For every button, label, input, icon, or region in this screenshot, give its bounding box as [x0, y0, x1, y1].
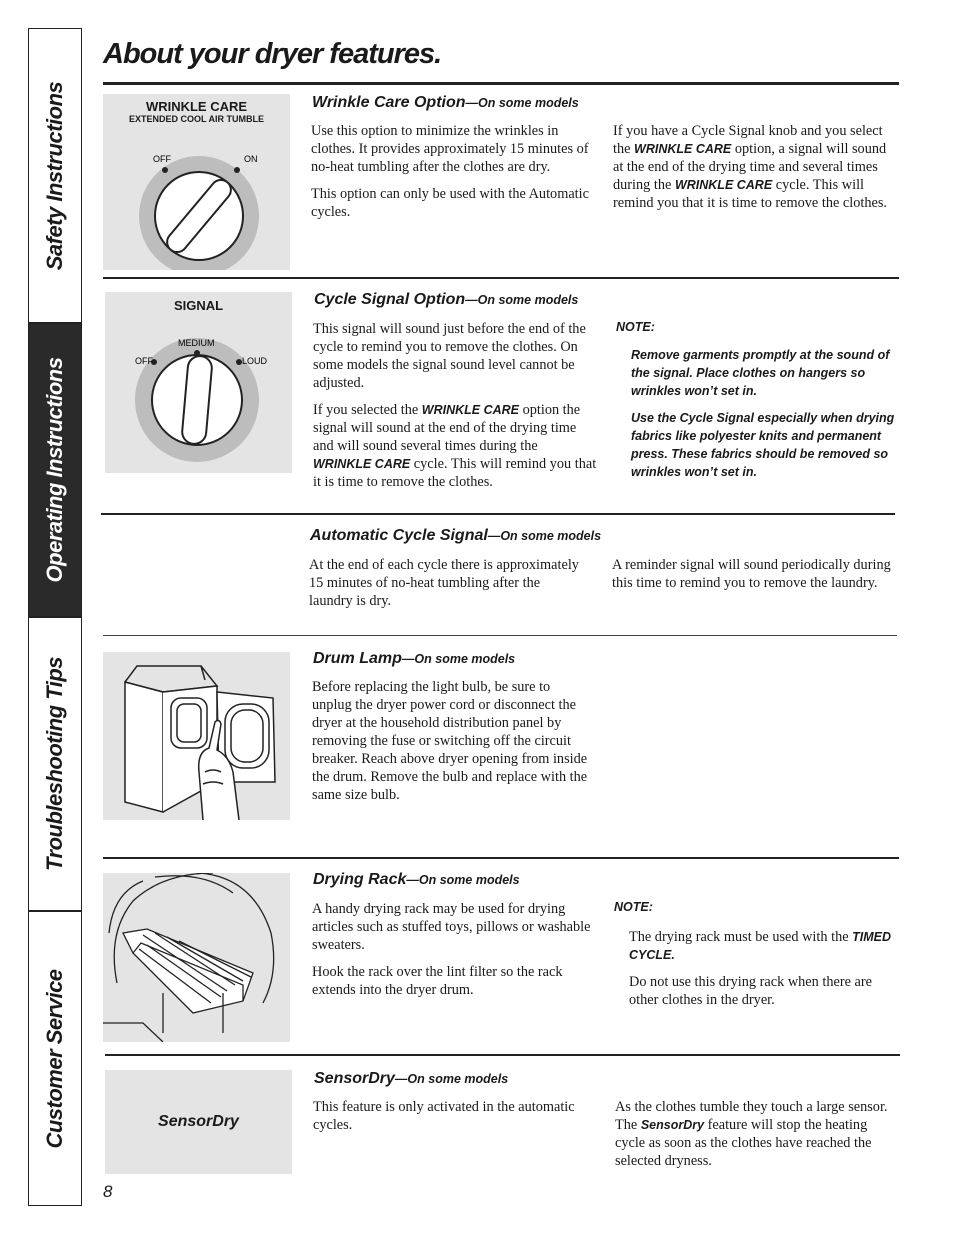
- sensordry-col2: As the clothes tumble they touch a large sensor. The SensorDry feature will stop the heating cycle as soon as the clothes have reached the selected dryness.: [615, 1099, 888, 1169]
- sensordry-col1: This feature is only activated in the automatic cycles.: [313, 1099, 575, 1133]
- wrinkle-knob-on-label: ON: [244, 154, 258, 164]
- tab-label: Operating Instructions: [42, 357, 67, 583]
- drum-lamp-heading: Drum Lamp—On some models: [313, 650, 516, 667]
- drying-rack-illustration: [103, 873, 290, 1042]
- automatic-cycle-signal-col1: At the end of each cycle there is approximately 15 minutes of no-heat tumbling after the laundry is dry.: [309, 557, 579, 609]
- drying-rack-note-label: NOTE:: [614, 900, 653, 914]
- signal-panel-label: SIGNAL: [173, 298, 224, 313]
- automatic-cycle-signal-heading: Automatic Cycle Signal—On some models: [310, 527, 602, 544]
- wrinkle-knob-off-label: OFF: [153, 154, 171, 164]
- wrinkle-care-col1: Use this option to minimize the wrinkles in clothes. It provides approximately 15 minutes of no-heat tumbling after the clothes are dry. This option can only be used with the Automatic cycles.: [311, 123, 589, 220]
- page-title: About your dryer features.: [103, 38, 442, 70]
- title-rule: [103, 82, 899, 85]
- drying-rack-heading: Drying Rack—On some models: [313, 871, 520, 888]
- tab-label: Safety Instructions: [42, 81, 67, 270]
- signal-knob-icon: [105, 292, 292, 473]
- cycle-signal-heading: Cycle Signal Option—On some models: [314, 291, 579, 308]
- wrinkle-care-panel-sublabel: EXTENDED COOL AIR TUMBLE: [128, 114, 264, 124]
- drum-lamp-text: Before replacing the light bulb, be sure to unplug the dryer power cord or disconnect the dryer at the household distribution panel by removing the fuse or switching off the circuit breaker. Reach above dryer opening from inside the drum. Remove the bulb and replace with the same size bulb.: [312, 679, 588, 803]
- sensordry-panel-label: SensorDry: [158, 1113, 239, 1130]
- tab-safety-instructions[interactable]: [28, 28, 82, 323]
- section-divider: [103, 857, 899, 859]
- section-divider: [103, 635, 897, 636]
- cycle-signal-col1: This signal will sound just before the end of the cycle to remind you to remove the clothes. On some models the signal sound level cannot be adjusted. If you selected the WRINKLE CARE option the signal will sound at the end of the drying time and will sound several times during the WRINKLE CARE cycle. This will remind you that it is time to remove the clothes.: [313, 321, 597, 490]
- wrinkle-care-panel: [103, 94, 290, 270]
- section-divider: [103, 277, 899, 279]
- cycle-signal-note-label: NOTE:: [616, 320, 655, 334]
- section-divider: [105, 1054, 900, 1056]
- dryer-lamp-icon: [103, 652, 290, 820]
- automatic-cycle-signal-col2: A reminder signal will sound periodically during this time to remind you to remove the laundry.: [612, 557, 891, 591]
- tab-label: Customer Service: [42, 968, 67, 1149]
- signal-knob-off-label: OFF: [135, 356, 153, 366]
- section-divider: [101, 513, 895, 515]
- tab-operating-instructions[interactable]: [28, 323, 82, 617]
- wrinkle-care-knob-icon: [103, 94, 290, 270]
- wrinkle-care-col2: If you have a Cycle Signal knob and you select the WRINKLE CARE option, a signal will sound at the end of the drying time and several times during the WRINKLE CARE cycle. This will remind you that it is time to remove the clothes.: [613, 123, 887, 211]
- tab-customer-service[interactable]: [28, 911, 82, 1206]
- drying-rack-col1: A handy drying rack may be used for drying articles such as stuffed toys, pillows or washable sweaters. Hook the rack over the lint filter so the rack extends into the dryer drum.: [312, 901, 591, 998]
- cycle-signal-note-body: Remove garments promptly at the sound of the signal. Place clothes on hangers so wrinkles won’t set in. Use the Cycle Signal especially when drying fabrics like polyester knits and permanent press. These fabrics should be removed so wrinkles won’t set in.: [631, 348, 895, 479]
- signal-knob-loud-label: LOUD: [242, 356, 268, 366]
- drum-lamp-illustration: [103, 652, 290, 820]
- signal-panel: [105, 292, 292, 473]
- wrinkle-care-panel-label: WRINKLE CARE: [145, 99, 248, 114]
- tab-troubleshooting-tips[interactable]: [28, 617, 82, 911]
- drying-rack-icon: [103, 873, 290, 1042]
- drying-rack-note-body: The drying rack must be used with the TIMED CYCLE. Do not use this drying rack when there are other clothes in the dryer.: [629, 929, 892, 1008]
- sensordry-heading: SensorDry—On some models: [314, 1070, 509, 1087]
- signal-knob-medium-label: MEDIUM: [178, 338, 215, 348]
- wrinkle-care-heading: Wrinkle Care Option—On some models: [312, 94, 579, 111]
- page-number: 8: [103, 1182, 113, 1201]
- sensordry-panel: [105, 1070, 292, 1174]
- tab-label: Troubleshooting Tips: [42, 656, 67, 872]
